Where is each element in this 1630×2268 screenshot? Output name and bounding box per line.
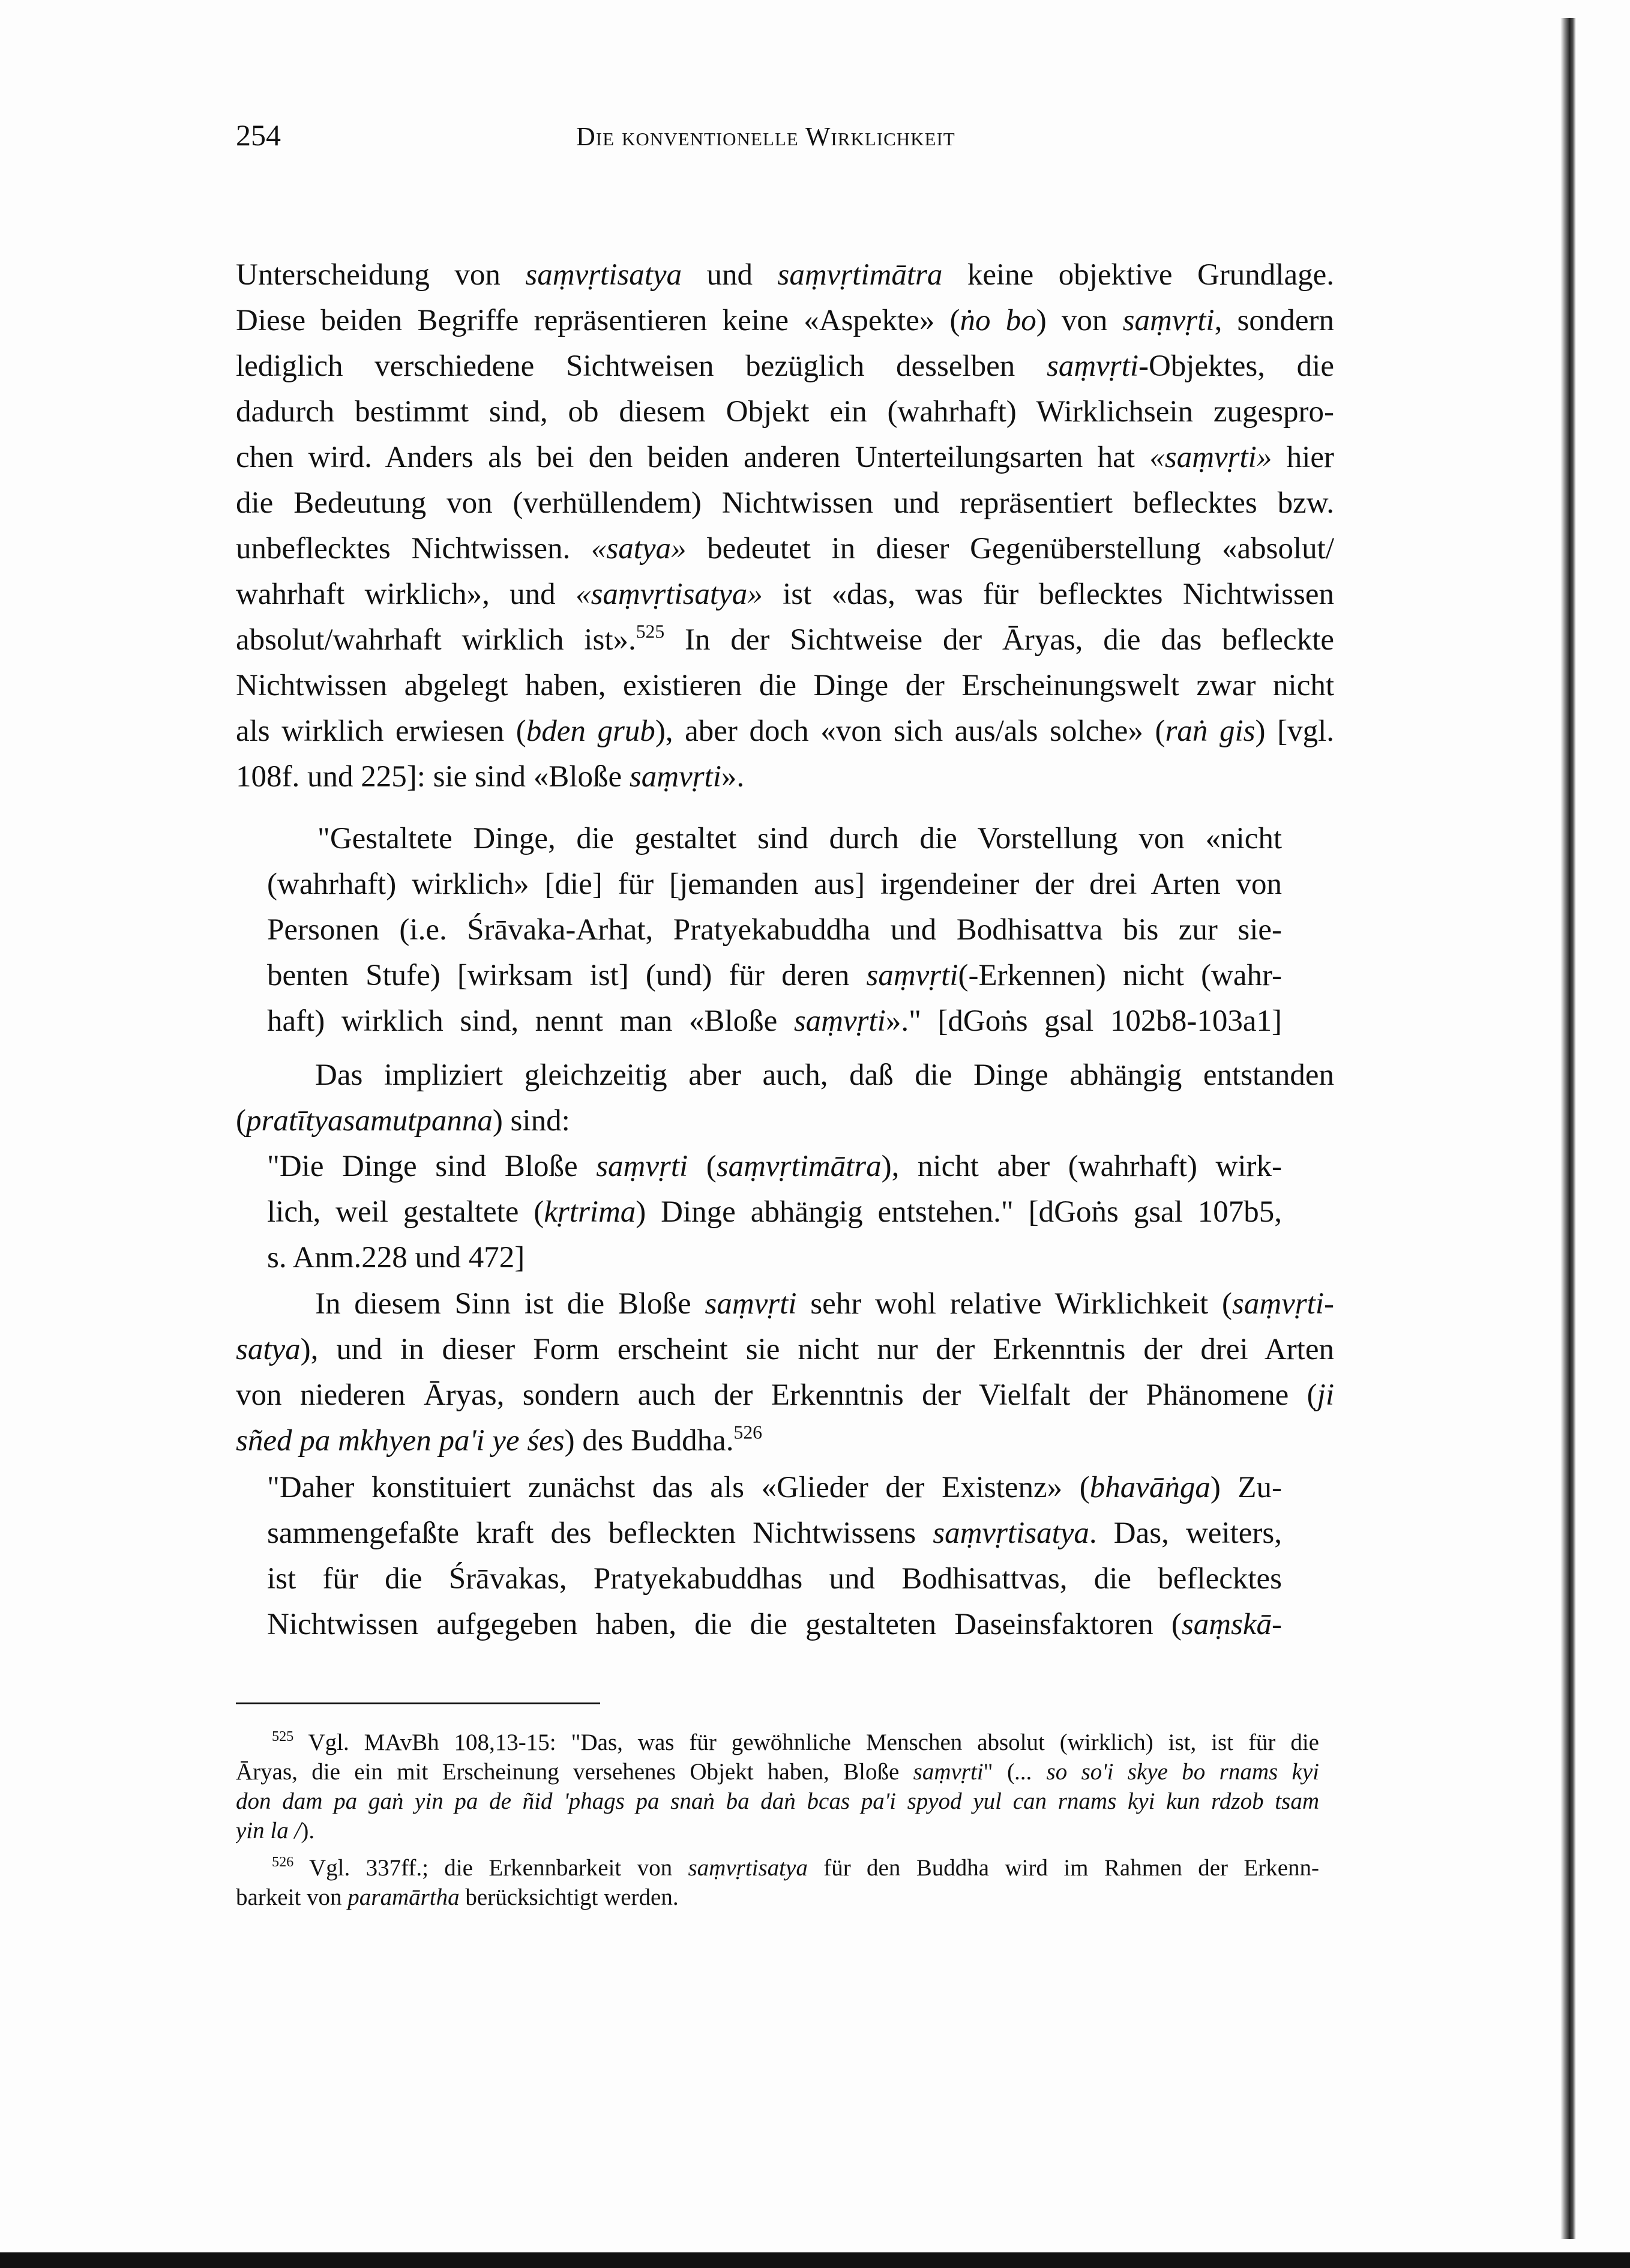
text-line — [236, 1372, 1334, 1418]
block-quote — [267, 1144, 1282, 1280]
text-run: Nichtwissen aufgegeben haben, die die gestalteten Daseinsfaktoren ( — [267, 1608, 1182, 1641]
text-line — [267, 1235, 1282, 1280]
text-run: Vgl. MAvBh 108,13-15: "Das, was für gewöhnliche Menschen absolut (wirklich) ist, ist für die — [293, 1730, 1319, 1755]
text-run: unbeflecktes Nichtwissen. — [236, 532, 591, 565]
text-run: die Bedeutung von (verhüllendem) Nichtwissen und repräsentiert beflecktes bzw. — [236, 486, 1334, 520]
italic-term: saṃvṛti — [629, 760, 721, 794]
text-run: "Daher konstituiert zunächst das als «Glieder der Existenz» ( — [267, 1471, 1090, 1504]
text-run: dadurch bestimmt sind, ob diesem Objekt ein (wahrhaft) Wirklichsein zugespro- — [236, 395, 1334, 429]
text-run: Āryas, die ein mit Erscheinung versehenes Objekt haben, Bloße — [236, 1759, 913, 1785]
text-line — [236, 1418, 1334, 1464]
text-line — [236, 1757, 1319, 1787]
text-line — [267, 1144, 1282, 1189]
text-line — [236, 1787, 1319, 1816]
text-line — [267, 1465, 1282, 1510]
text-run: (wahrhaft) wirklich» [die] für [jemanden aus] irgendeiner der drei Arten von — [267, 867, 1282, 901]
footnote-ref: 526 — [272, 1854, 294, 1871]
text-line — [236, 754, 1334, 800]
italic-term: saṃvṛtisatya — [933, 1516, 1089, 1550]
paragraph — [236, 1281, 1334, 1464]
italic-term: satya — [236, 1333, 301, 1366]
text-line — [236, 1281, 1334, 1327]
italic-term: bden grub — [526, 714, 655, 748]
paragraph — [236, 252, 1334, 800]
text-run: von niederen Āryas, sondern auch der Erkenntnis der Vielfalt der Phänomene ( — [236, 1378, 1317, 1412]
text-run: 108f. und 225]: sie sind «Bloße — [236, 760, 630, 794]
italic-term: sñed pa mkhyen pa'i ye śes — [236, 1424, 565, 1458]
italic-term: saṃvṛti — [913, 1759, 984, 1785]
text-line — [236, 1853, 1319, 1883]
italic-term: saṃvṛti — [1046, 349, 1138, 383]
text-line — [236, 1098, 1334, 1144]
text-run: ) sind: — [492, 1104, 570, 1138]
text-run: Das impliziert gleichzeitig aber auch, daß die Dinge abhängig entstanden — [315, 1058, 1334, 1092]
text-run: Personen (i.e. Śrāvaka-Arhat, Pratyekabuddha und Bodhisattva bis zur sie- — [267, 913, 1282, 947]
page-number: 254 — [236, 118, 281, 152]
text-line — [267, 953, 1282, 998]
text-run: " ( — [983, 1759, 1015, 1785]
text-run: ( — [236, 1104, 246, 1138]
italic-term: saṃvṛti — [866, 959, 958, 992]
text-run: ) [vgl. — [1255, 714, 1334, 748]
text-run: »." [dGoṅs gsal 102b8-103a1] — [885, 1004, 1282, 1038]
text-run: In diesem Sinn ist die Bloße — [315, 1287, 705, 1321]
text-line — [236, 526, 1334, 572]
text-run: "Die Dinge sind Bloße — [267, 1150, 597, 1183]
text-run: ). — [301, 1818, 315, 1844]
text-line — [236, 708, 1334, 754]
text-run: ) von — [1036, 304, 1123, 337]
italic-term: saṃskā- — [1181, 1608, 1282, 1641]
text-run: sammengefaßte kraft des befleckten Nichtwissens — [267, 1516, 933, 1550]
text-run: , sondern — [1214, 304, 1334, 337]
text-run: benten Stufe) [wirksam ist] (und) für deren — [267, 959, 867, 992]
text-run: für den Buddha wird im Rahmen der Erkenn- — [807, 1855, 1319, 1881]
italic-term: saṃvṛtimātra — [777, 258, 943, 292]
text-run: ), aber doch «von sich aus/als solche» ( — [655, 714, 1165, 748]
text-line — [236, 1052, 1334, 1098]
paragraph — [236, 1052, 1334, 1144]
text-run: In der Sichtweise der Āryas, die das befleckte — [664, 623, 1334, 657]
italic-term: saṃvṛti — [1122, 304, 1215, 337]
text-line — [236, 298, 1334, 343]
text-line — [236, 480, 1334, 526]
block-quote — [267, 1465, 1282, 1647]
text-run: Nichtwissen abgelegt haben, existieren die Dinge der Erscheinungswelt zwar nicht — [236, 669, 1334, 702]
text-line — [236, 252, 1334, 298]
footnote-ref: 526 — [733, 1422, 762, 1443]
italic-term: pratītyasamutpanna — [245, 1104, 493, 1138]
footnote-divider — [236, 1703, 600, 1704]
text-line — [236, 1883, 1319, 1912]
text-line — [267, 1510, 1282, 1556]
italic-term: saṃvṛti — [793, 1004, 886, 1038]
text-run: sehr wohl relative Wirklichkeit ( — [796, 1287, 1232, 1321]
footnote-ref: 525 — [272, 1728, 294, 1745]
text-line — [236, 1816, 1319, 1845]
text-run: ) Zu- — [1210, 1471, 1282, 1504]
text-line — [236, 617, 1334, 663]
text-line — [236, 435, 1334, 480]
footnote-526 — [236, 1853, 1319, 1912]
text-line — [236, 1327, 1334, 1372]
text-run: (-Erkennen) nicht (wahr- — [958, 959, 1282, 992]
scan-bottom-border — [0, 2252, 1630, 2268]
text-run: ist für die Śrāvakas, Pratyekabuddhas und Bodhisattvas, die beflecktes — [267, 1562, 1282, 1596]
text-run: ), und in dieser Form erscheint sie nicht nur der Erkenntnis der drei Arten — [300, 1333, 1334, 1366]
text-run: absolut/wahrhaft wirklich ist». — [236, 623, 636, 657]
footnote-525 — [236, 1728, 1319, 1845]
text-run: lich, weil gestaltete ( — [267, 1195, 544, 1229]
text-run: lediglich verschiedene Sichtweisen bezüglich desselben — [236, 349, 1047, 383]
italic-term: kṛtrima — [544, 1195, 636, 1229]
text-line — [267, 861, 1282, 907]
italic-term: saṃvṛti- — [1232, 1287, 1334, 1321]
text-run: wahrhaft wirklich», und — [236, 578, 576, 611]
text-run: s. Anm.228 und 472] — [267, 1241, 525, 1274]
text-run: hier — [1272, 441, 1334, 474]
text-run: -Objektes, die — [1138, 349, 1334, 383]
text-run: berücksichtigt werden. — [459, 1884, 679, 1910]
text-run: ) Dinge abhängig entstehen." [dGoṅs gsal 107b5, — [636, 1195, 1282, 1229]
text-run: als wirklich erwiesen ( — [236, 714, 526, 748]
text-run: ist «das, was für beflecktes Nichtwissen — [762, 578, 1334, 611]
text-run: Vgl. 337ff.; die Erkennbarkeit von — [293, 1855, 688, 1881]
text-run: ». — [721, 760, 745, 794]
italic-term: bhavāṅga — [1089, 1471, 1210, 1504]
footnote-ref: 525 — [636, 621, 665, 642]
italic-term: saṃvṛtisatya — [525, 258, 682, 292]
text-run: haft) wirklich sind, nennt man «Bloße — [267, 1004, 794, 1038]
block-quote — [267, 816, 1282, 1044]
text-line — [236, 389, 1334, 435]
italic-term: saṃvṛti — [596, 1150, 688, 1183]
text-run: "Gestaltete Dinge, die gestaltet sind durch die Vorstellung von «nicht — [317, 822, 1282, 855]
text-line — [236, 1728, 1319, 1757]
italic-term: yin la / — [236, 1818, 301, 1844]
text-line — [267, 1602, 1282, 1647]
text-run: bedeutet in dieser Gegenüberstellung «absolut/ — [686, 532, 1334, 565]
text-line — [267, 816, 1282, 861]
text-line — [267, 1556, 1282, 1602]
italic-term: ji — [1317, 1378, 1334, 1412]
text-run: ) des Buddha. — [564, 1424, 734, 1458]
text-run: ), nicht aber (wahrhaft) wirk- — [881, 1150, 1282, 1183]
text-run: und — [682, 258, 778, 292]
italic-term: «saṃvṛtisatya» — [576, 578, 763, 611]
text-run: Diese beiden Begriffe repräsentieren keine «Aspekte» ( — [236, 304, 960, 337]
text-run: Unterscheidung von — [236, 258, 526, 292]
text-line — [236, 343, 1334, 389]
text-run: . Das, weiters, — [1089, 1516, 1282, 1550]
scan-edge-shadow — [1560, 18, 1576, 2239]
italic-term: ... so so'i skye bo rnams kyi — [1014, 1759, 1319, 1785]
running-title: Die konventionelle Wirklichkeit — [576, 122, 955, 151]
text-line — [267, 1189, 1282, 1235]
italic-term: «saṃvṛti» — [1149, 441, 1272, 474]
text-line — [236, 572, 1334, 617]
italic-term: «satya» — [591, 532, 687, 565]
italic-term: paramārtha — [347, 1884, 460, 1910]
text-run: chen wird. Anders als bei den beiden anderen Unterteilungsarten hat — [236, 441, 1150, 474]
text-line — [236, 663, 1334, 708]
text-line — [267, 998, 1282, 1044]
italic-term: saṃvṛtimātra — [716, 1150, 882, 1183]
italic-term: ṅo bo — [960, 304, 1036, 337]
italic-term: raṅ gis — [1165, 714, 1256, 748]
text-run: keine objektive Grundlage. — [942, 258, 1334, 292]
text-run: barkeit von — [236, 1884, 348, 1910]
italic-term: don dam pa gaṅ yin pa de ñid 'phags pa snaṅ ba daṅ bcas pa'i spyod yul can rnams kyi kun rdzob tsam — [236, 1788, 1319, 1814]
italic-term: saṃvṛtisatya — [688, 1855, 808, 1881]
text-line — [267, 907, 1282, 953]
italic-term: saṃvṛti — [705, 1287, 797, 1321]
text-run: ( — [688, 1150, 717, 1183]
